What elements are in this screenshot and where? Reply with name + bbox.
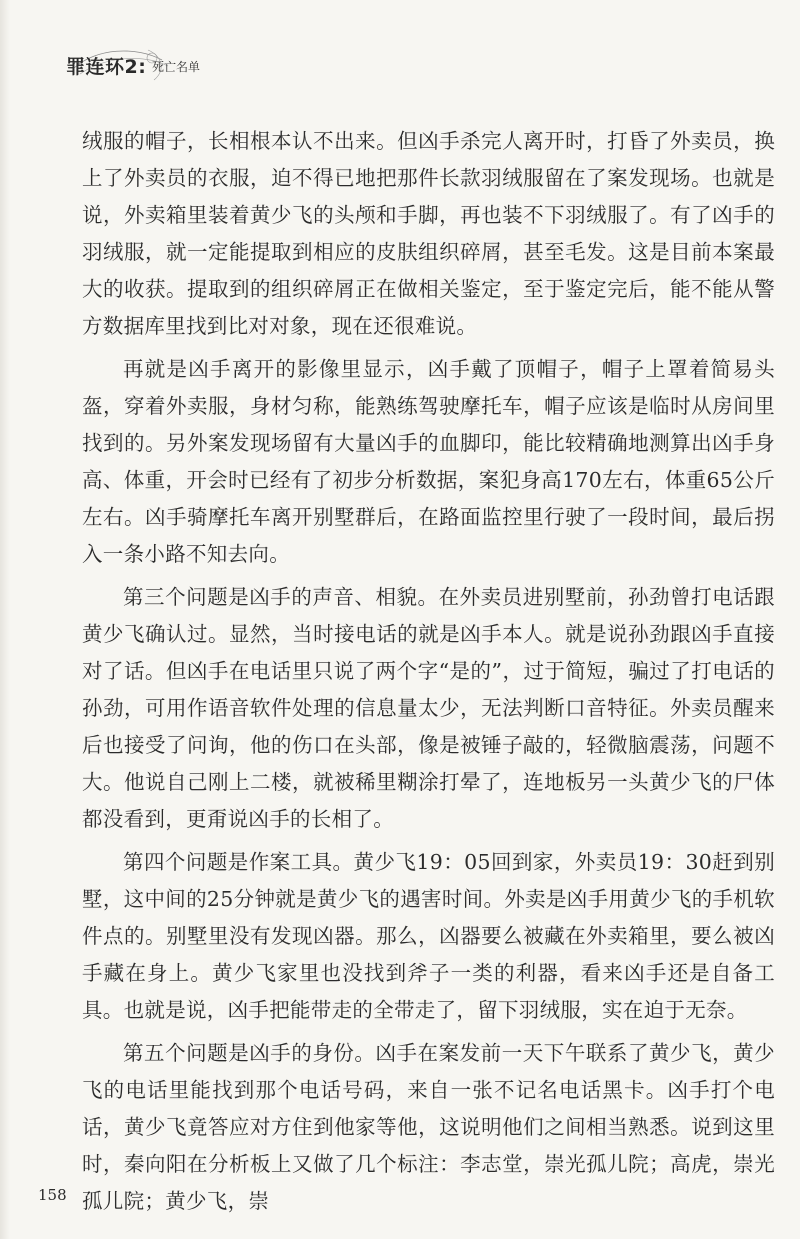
- book-subtitle: 死亡名单: [152, 60, 201, 74]
- book-title: 罪连环2:: [66, 56, 147, 78]
- paragraph-1: 绒服的帽子，长相根本认不出来。但凶手杀完人离开时，打昏了外卖员，换上了外卖员的衣服，迫不得已地把那件长款羽绒服留在了案发现场。也就是说，外卖箱里装着黄少飞的头颅和手脚，再也装不下羽绒服了。有了凶手的羽绒服，就一定能提取到相应的皮肤组织碎屑，甚至毛发。这是目前本案最大的收获。提取到的组织碎屑正在做相关鉴定，至于鉴定完后，能不能从警方数据库里找到比对对象，现在还很难说。: [82, 129, 775, 338]
- body-text: [82, 123, 775, 1226]
- page-number: 158: [38, 1186, 67, 1204]
- paragraph-4: 第四个问题是作案工具。黄少飞19：05回到家，外卖员19：30赶到别墅，这中间的25分钟就是黄少飞的遇害时间。外卖是凶手用黄少飞的手机软件点的。别墅里没有发现凶器。那么，凶器要么被藏在外卖箱里，要么被凶手藏在身上。黄少飞家里也没找到斧子一类的利器，看来凶手还是自备工具。也就是说，凶手把能带走的全带走了，留下羽绒服，实在迫于无奈。: [82, 850, 775, 1022]
- running-header: [66, 44, 366, 84]
- paragraph-5: 第五个问题是凶手的身份。凶手在案发前一天下午联系了黄少飞，黄少飞的电话里能找到那个电话号码，来自一张不记名电话黑卡。凶手打个电话，黄少飞竟答应对方住到他家等他，这说明他们之间相当熟悉。说到这里时，秦向阳在分析板上又做了几个标注：李志堂，崇光孤儿院；高虎，崇光孤儿院；黄少飞，崇: [82, 1041, 775, 1213]
- page-edge-shadow: [0, 0, 10, 1239]
- paragraph-2: 再就是凶手离开的影像里显示，凶手戴了顶帽子，帽子上罩着简易头盔，穿着外卖服，身材匀称，能熟练驾驶摩托车，帽子应该是临时从房间里找到的。另外案发现场留有大量凶手的血脚印，能比较精确地测算出凶手身高、体重，开会时已经有了初步分析数据，案犯身高170左右，体重65公斤左右。凶手骑摩托车离开别墅群后，在路面监控里行驶了一段时间，最后拐入一条小路不知去向。: [82, 357, 775, 566]
- paragraph-3: 第三个问题是凶手的声音、相貌。在外卖员进别墅前，孙劲曾打电话跟黄少飞确认过。显然，当时接电话的就是凶手本人。就是说孙劲跟凶手直接对了话。但凶手在电话里只说了两个字“是的”，过于简短，骗过了打电话的孙劲，可用作语音软件处理的信息量太少，无法判断口音特征。外卖员醒来后也接受了问询，他的伤口在头部，像是被锤子敲的，轻微脑震荡，问题不大。他说自己刚上二楼，就被稀里糊涂打晕了，连地板另一头黄少飞的尸体都没看到，更甭说凶手的长相了。: [82, 585, 775, 831]
